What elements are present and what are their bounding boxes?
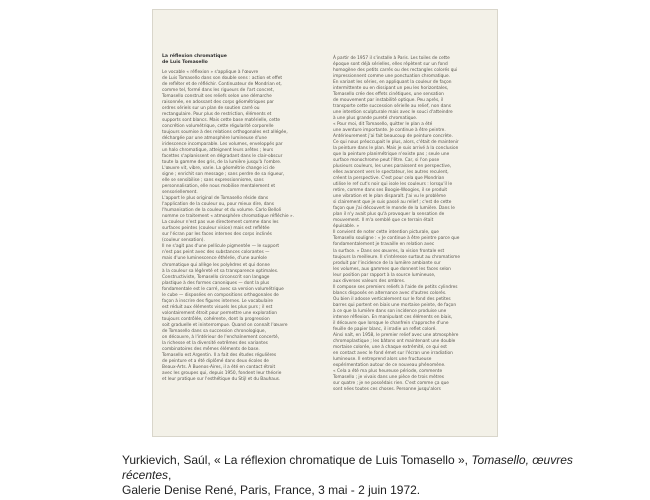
left-column-line: chromatique qui allège les polyèdres et qui donne [162,262,270,268]
right-column-line: expérimentation autour de ce nouveau phénomène. [333,362,446,368]
right-column-line: Il convient de noter cette intention picturale, que [333,230,439,236]
left-column-line: elle se sensibilise ; sans expressionnisme, sans [162,178,264,184]
right-column-line: Tomasello souligne : « Je continue à être peintre parce que [333,236,460,242]
right-column-line: en contact avec le fond émet sur l'écran une irradiation [333,350,453,356]
left-column-body [162,70,307,383]
right-column-line: « Cela a été ma plus heureuse période, commente [333,368,443,374]
left-column-line: Tomasello est Argentin. Il a fait des études régulières [162,352,277,358]
caption-line-1 [122,453,592,483]
left-column-line: façon à inscrire des figures internes. Le vocabulaire [162,298,273,304]
left-column-line: de peinture et a été diplômé dans deux écoles de [162,358,269,364]
left-column-line: déchargée par une atmosphère lumineuse d'une [162,136,267,142]
right-column-line: homogène des petits carrés ou des rectangles colorés qui [333,68,458,74]
left-column-line: combinatoires des mêmes éléments de base. [162,346,260,352]
right-column-line: En variant les séries, en appliquant la couleur de façon [333,80,452,86]
right-column-line: elles avancent vers le spectateur, les autres reculent, [333,170,449,176]
left-column-line: l'humanisation de la couleur et du volume. Carlo Belloli [162,208,282,214]
right-column-line: les volumes, aux gammes que donnent les faces selon [333,266,451,272]
right-column-line: intense réflexion. En manipulant ces éléments en biais, [333,314,453,320]
right-column-line: sont nées toutes ces choses. Personne jusqu'alors [333,386,441,392]
left-column-line: nomme ce traitement « atmosphère chromatique réfléchie ». [162,214,294,220]
left-column-line: Beaux-Arts. À Buenos-Aires, il a été en contact étroit [162,364,276,370]
left-column-line: de refléter et de réfléchir. Continuateur de Mondrian et, [162,82,282,88]
caption-citation: Yurkievich, Saúl, « La réflexion chromatique de Luis Tomasello », [122,453,472,467]
left-column-line: de Tomasello dans sa succession chronologique, [162,328,266,334]
left-column-line: personnalisation, elle nous mobilise mentalement et [162,184,276,190]
right-column-line: plusieurs couleurs, les unes paraissent en perspective, [333,164,452,170]
scanned-document-page [152,9,498,437]
right-column-line: sur quatre ; je ne possédais rien. C'est comme ça que [333,380,449,386]
left-column-line: fondamentale est le carré, avec sa version volumétrique [162,286,284,292]
right-column-line: Ce qui nous préoccupait le plus, alors, c'était de maintenir [333,140,459,146]
left-column-line: soit graduelle et ininterrompue. Quand on connaît l'œuvre [162,322,288,328]
right-column-line: chromoplastique ; les bâtons ont maintenant une double [333,338,456,344]
left-column-line: n'est pas peint avec des substances colorantes — [162,250,270,256]
right-column-line: que la peinture planimétrique n'existe pas ; seule une [333,152,450,158]
caption-line-2: Galerie Denise René, Paris, France, 3 mai - 2 juin 1972. [122,482,421,497]
left-column-line: toujours soumise à des relations orthogonales est allégée, [162,130,288,136]
left-column-line: comme tel, formé dans les rigueurs de l'art concret, [162,88,274,94]
right-column-line: si clairement que je suis passé au relief ; c'est de cette [333,200,452,206]
right-column-line: À partir de 1957 il s'installe à Paris. Les toiles de cette [333,56,450,61]
left-column-line: sensoriellement. [162,190,198,196]
caption-comma: , [168,467,172,482]
right-column-line: une intention sculpturale mais avec le souci d'atteindre [333,110,453,116]
left-column-line: concrétion volumétrique, cette régularité corporelle [162,124,274,130]
image-caption [122,453,592,497]
right-column-line: à une plus grande pureté chromatique. [333,116,418,122]
right-column-line: il découvre que lorsque le chanfrein s'approche d'une [333,320,449,326]
right-column-line: épuisable. » [333,224,360,230]
right-column-line: barres qui portent en biais une mortaise peinte, de façon [333,302,457,308]
left-column-line: de Luis Tomasello dans son double sens : action et effet [162,76,283,82]
right-column-line: Ainsi naît, en 1958, le premier relief avec une atmosphère [333,332,459,338]
left-column-line: le cube — disposées en compositions orthogonales de [162,292,279,298]
left-column-line: volontairement étroit pour permettre une exploration [162,310,277,316]
right-column-line: impressionnent comme une ponctuation chromatique. [333,74,451,80]
right-column-line: lumineuse. Il entreprend alors une fructueuse [333,356,432,362]
right-column-line: blancs disposés en alternance avec d'autres colorés. [333,290,447,296]
right-column-line: de mouvement par instabilité optique. Peu après, il [333,98,444,104]
right-text-column [333,56,478,393]
right-column-line: Ou bien il adosse verticalement sur le fond des petites [333,296,451,302]
right-column-line: « Pour moi, dit Tomasello, quitter le plan a été [333,122,433,128]
left-column-line: ordres sériels sur un plan de soutien carré ou [162,106,260,112]
left-column-line: Constructiviste, Tomasello circonscrit son langage [162,274,270,280]
right-column-line: intermittente ou en dissipant un peu les horizontales, [333,86,449,92]
right-column-line: fondamentalement je travaille en relation avec [333,242,435,248]
right-column-line: surface monochrome peut l'être. Car, si l'on pose [333,158,440,164]
right-column-line: aux diverses valeurs des ombres. [333,278,406,284]
article-title-line-1: La réflexion chromatique [162,54,227,59]
left-column-line: surfaces peintes (couleur vision) mais est reflétée [162,226,270,232]
right-column-line: la surface. » Dans ses œuvres, la vision frontale est [333,248,445,254]
left-column-line: facettes s'aplanissent en dégradant dans le clair-obscur [162,154,283,160]
left-column-line: rectangulaire. Pour plus de restriction, éléments et [162,112,272,118]
right-column-line: Tomasello crée des effets cinétiques, une sensation [333,92,444,98]
left-column-line: un halo chromatique, atteignent leurs arêtes ; leurs [162,148,274,154]
left-column-line: raisonnée, en adossant des corps géométriques par [162,100,274,106]
right-column-line: créent la perspective. C'est pour cela que Mondrian [333,176,445,182]
right-column-line: leur position par rapport à la source lumineuse, [333,272,436,278]
left-column-line: l'application de la couleur ou, pour mieux dire, dans [162,202,275,208]
right-column-line: utilise le ref cut's noir qui isole les couleurs : lorsqu'il le [333,182,453,188]
left-column-line: toute la gamme des gris, de la lumière jusqu'à l'ombre. [162,160,282,166]
right-column-line: la peinture dans le plan. Mais je suis arrivé à la conclusion [333,146,459,152]
left-column-line: supports sont blancs. Mais cette base matérielle, cette [162,118,281,124]
right-column-line: plan il n'y avait plus qu'à provoquer la sensation de [333,212,445,218]
left-column-line: la richesse et la diversité extrêmes des variantes [162,340,268,346]
left-column-line: L'œuvre vit, vibre, varie. La géométrie change ici de [162,166,275,172]
left-column-line: avec les groupes qui, depuis 1950, fondent leur théorie [162,370,282,376]
left-column-line: Tomasello construit ses reliefs selon une démarche [162,94,272,100]
left-column-line: Le vocable « réflexion » s'applique à l'œuvre [162,70,259,75]
left-column-line: on découvre, à l'intérieur de l'enchaînement concerté, [162,334,280,340]
right-column-line: époque sont déjà sérielles, elles répètent sur un fond [333,62,448,68]
article-title-line-2: de Luis Tomasello [162,60,208,65]
left-column-line: à la couleur sa légèreté et sa transparence optimales. [162,268,279,274]
right-column-line: Antérieurement j'ai fait beaucoup de peinture concrète. [333,134,453,140]
right-column-line: retire, comme dans ses Boogie-Woogies, il se produit [333,188,448,194]
right-column-line: une vibration et le plan disparaît. J'ai vu le problème [333,194,446,200]
left-column-line: sur l'écran par les faces internes des corps inclinés [162,232,272,238]
left-column-line: plastique à des formes canoniques — dont la plus [162,280,270,286]
left-column-line: signe ; enrichit son message ; sans perdre de sa rigueur, [162,172,285,178]
right-column-line: façon que j'ai découvert le monde de la lumière. Dans le [333,206,455,212]
right-column-line: feuille de papier blanc, il irradie un reflet coloré. [333,326,437,332]
right-column-line: Tomasello ; je vivais dans une pièce de trois mètres [333,374,445,380]
right-column-line: produit par l'incidence de la lumière ambiante sur [333,260,441,266]
right-column-line: à ce que la lumière dans son incidence produise une [333,308,447,314]
right-column-line: mortaise colorée, une à chaque extrémité, ce qui est [333,344,447,350]
left-column-line: La couleur n'est pas vue directement comme dans les [162,220,279,226]
right-column-body [333,56,478,393]
right-column-line: une aventure importante. Je continue à être peintre. [333,128,446,134]
caption-publication-title: Tomasello, œuvres récentes [122,453,573,482]
right-column-line: Il compose ses premiers reliefs à l'aide de petits cylindres [333,284,458,290]
left-column-line: mais d'une luminescence éthérée, d'une auréole [162,256,267,262]
left-column-line: iridescence incomparable. Les volumes, enveloppés par [162,142,283,148]
right-column-line: transporte cette succession sérielle au relief, non dans [333,104,451,110]
left-column-line: et leur pratique sur l'esthétique du Stijl et du Bauhaus. [162,376,281,382]
left-text-column [162,48,307,383]
left-column-line: Il ne s'agit pas d'une pellicule pigmentée — le support [162,244,280,250]
left-column-line: L'apport le plus original de Tomasello réside dans [162,196,269,202]
left-column-line: est réduit aux éléments visuels les plus purs ; il est [162,304,273,310]
left-column-line: toujours contrôlée, cohérente, dont la progression [162,316,270,322]
left-column-line: (couleur sensation). [162,238,205,244]
right-column-line: mouvement. Il m'a semblé que ce terrain était [333,218,434,224]
right-column-line: toujours la meilleure. Il s'intéresse surtout au chromatisme [333,254,460,260]
